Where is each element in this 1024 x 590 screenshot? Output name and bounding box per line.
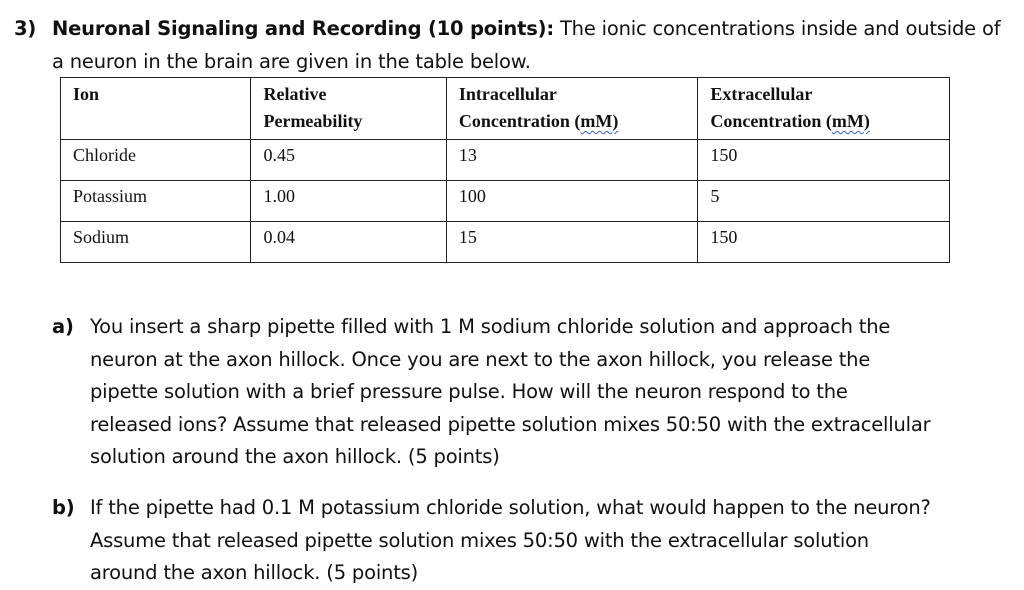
- part-b-label: b): [52, 496, 75, 519]
- header-permeability: Relative Permeability: [251, 78, 446, 140]
- question-intro-line1: The ionic concentrations inside and outside of: [553, 17, 1001, 40]
- table-row: [61, 222, 950, 263]
- part-a-line: neuron at the axon hillock. Once you are next to the axon hillock, you release the: [90, 347, 871, 371]
- cell-extracellular: 150: [698, 140, 950, 181]
- part-b-line: If the pipette had 0.1 M potassium chloride solution, what would happen to the neuron?: [90, 496, 931, 519]
- question-intro-line2: a neuron in the brain are given in the table below.: [52, 50, 531, 73]
- question-title: Neuronal Signaling and Recording (10 points):: [52, 17, 554, 40]
- part-a-label: a): [52, 315, 74, 338]
- cell-permeability: 0.45: [251, 140, 446, 181]
- cell-intracellular: 13: [446, 140, 698, 181]
- cell-intracellular: 15: [446, 222, 698, 263]
- cell-permeability: 1.00: [251, 181, 446, 222]
- question-header: [14, 12, 1014, 78]
- cell-ion: Potassium: [61, 181, 251, 222]
- cell-extracellular: 5: [698, 181, 950, 222]
- header-extracellular: Extracellular Concentration (mM): [698, 78, 950, 140]
- unit-mm-extra: mM: [831, 111, 864, 131]
- part-a-line: released ions? Assume that released pipette solution mixes 50:50 with the extracellular: [90, 412, 931, 436]
- table-row: [61, 140, 950, 181]
- cell-permeability: 0.04: [251, 222, 446, 263]
- cell-extracellular: 150: [698, 222, 950, 263]
- cell-ion: Sodium: [61, 222, 251, 263]
- table-row: [61, 181, 950, 222]
- ion-concentration-table: [60, 77, 950, 263]
- question-number: 3): [14, 17, 37, 40]
- part-a-line: pipette solution with a brief pressure pulse. How will the neuron respond to the: [90, 380, 848, 403]
- header-ion: Ion: [61, 78, 251, 140]
- cell-intracellular: 100: [446, 181, 698, 222]
- table-header-row: [61, 78, 950, 140]
- part-a-line: solution around the axon hillock. (5 points): [90, 445, 500, 468]
- part-b-line: around the axon hillock. (5 points): [90, 561, 419, 584]
- cell-ion: Chloride: [61, 140, 251, 181]
- part-b: [52, 492, 1012, 590]
- part-a-line: You insert a sharp pipette filled with 1 M sodium chloride solution and approach the: [90, 315, 891, 338]
- unit-mm-intra: mM: [580, 111, 613, 131]
- header-intracellular: Intracellular Concentration (mM): [446, 78, 698, 140]
- part-b-line: Assume that released pipette solution mixes 50:50 with the extracellular solution: [90, 528, 869, 552]
- part-a: [52, 311, 1012, 474]
